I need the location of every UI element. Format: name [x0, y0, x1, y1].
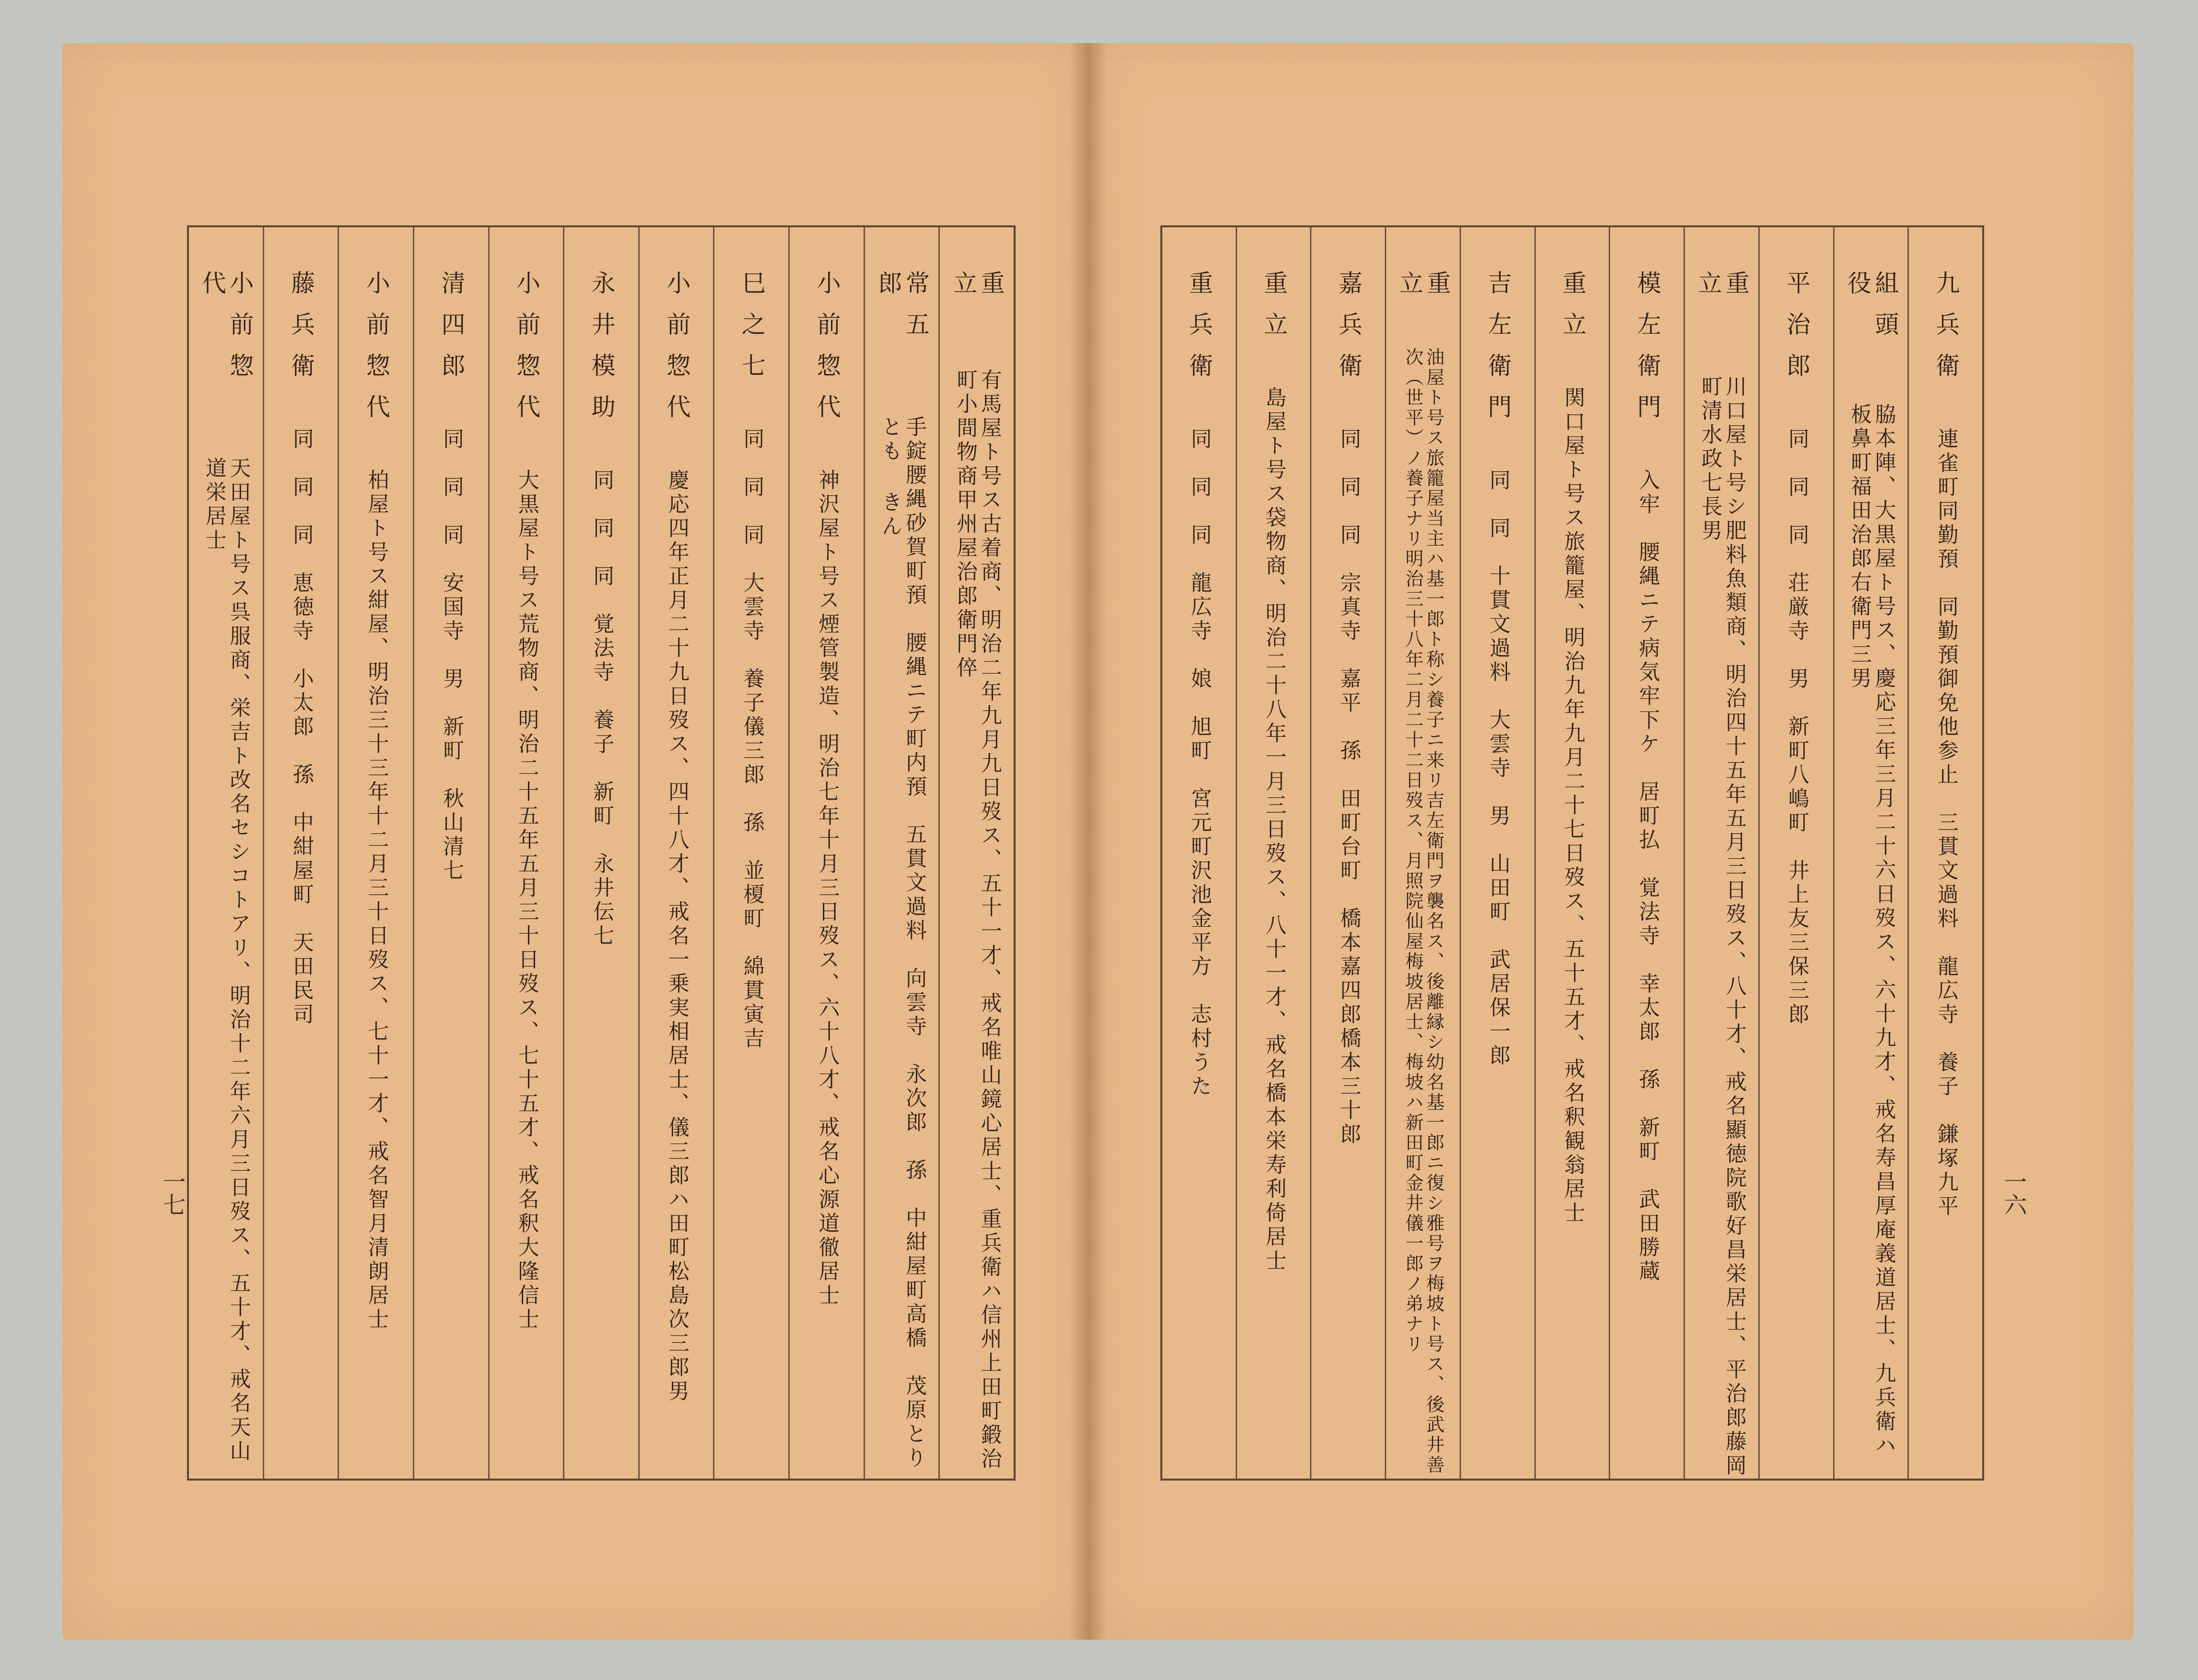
- person-name: 小前惣代: [513, 270, 541, 435]
- person-name: 組頭役: [1843, 270, 1899, 353]
- entry-text: 同 同 十貫文過料 大雲寺 男 山田町 武居保一郎: [1485, 469, 1510, 1068]
- person-name: 重立: [1395, 270, 1451, 312]
- person-name: 嘉兵衛: [1334, 270, 1363, 394]
- entry-text: 柏屋ト号ス紺屋、明治三十三年十二月三十日歿ス、七十一才、戒名智月清朗居士: [364, 469, 389, 1332]
- entry-text: 慶応四年正月二十九日歿ス、四十八才、戒名一乗実相居士、儀三郎ハ田町松島次三郎男: [664, 469, 689, 1404]
- person-name: 清四郎: [437, 270, 466, 394]
- register-column: [1907, 227, 1982, 1479]
- register-column: [1833, 227, 1908, 1479]
- entry-text: 同 同 同 恵徳寺 小太郎 孫 中紺屋町 天田民司: [289, 428, 314, 1027]
- person-name: 常五郎: [874, 270, 930, 353]
- entry-text: 脇本陣、大黒屋ト号ス、慶応三年三月二十六日歿ス、六十九才、戒名寿昌厚庵義道居士、九兵衛ハ板鼻町福田治郎右衛門三男: [1847, 403, 1896, 1458]
- entry-text: 同 同 同 覚法寺 養子 新町 永井伝七: [589, 469, 614, 948]
- register-column: [1310, 227, 1385, 1479]
- person-name: 小前惣代: [198, 270, 254, 394]
- register-column: [1385, 227, 1460, 1479]
- register-column: [638, 227, 713, 1479]
- register-column: [1534, 227, 1609, 1479]
- register-column: [1758, 227, 1833, 1479]
- person-name: 巳之七: [738, 270, 766, 394]
- right-folio-number: 一六: [2000, 1170, 2027, 1216]
- right-register-table: [1160, 225, 1984, 1481]
- person-name: 平治郎: [1782, 270, 1811, 394]
- person-name: 重兵衛: [1185, 270, 1214, 394]
- entry-text: 入牢 腰縄ニテ病気牢下ケ 居町払 覚法寺 幸太郎 孫 新町 武田勝蔵: [1635, 469, 1660, 1284]
- person-name: 重立: [1694, 270, 1750, 312]
- person-name: 模左衛門: [1633, 270, 1661, 435]
- entry-text: 同 同 同 荘厳寺 男 新町八嶋町 井上友三保三郎: [1784, 428, 1809, 1027]
- register-column: [788, 227, 864, 1479]
- left-folio-number: 一七: [159, 1170, 186, 1216]
- person-name: 吉左衛門: [1484, 270, 1512, 435]
- person-name: 重立: [949, 270, 1005, 312]
- person-name: 九兵衛: [1932, 270, 1960, 394]
- entry-text: 川口屋ト号シ肥料魚類商、明治四十五年五月三日歿ス、八十才、戒名顯徳院歌好昌栄居士、平治郎藤岡町清水政七長男: [1697, 375, 1747, 1479]
- person-name: 小前惣代: [813, 270, 841, 435]
- register-column: [189, 227, 263, 1479]
- person-name: 小前惣代: [663, 270, 691, 435]
- register-column: [563, 227, 638, 1479]
- register-column: [1162, 227, 1236, 1479]
- register-column: [938, 227, 1014, 1479]
- entry-text: 同 同 同 安国寺 男 新町 秋山清七: [439, 428, 464, 883]
- entry-text: 同 同 同 龍広寺 娘 旭町 宮元町沢池金平方 志村うた: [1187, 428, 1212, 1099]
- entry-text: 連雀町同勤預 同勤預御免他参止 三貫文過料 龍広寺 養子 鎌塚九平: [1933, 428, 1958, 1219]
- entry-text: 手錠腰縄砂賀町預 腰縄ニテ町内預 五貫文過料 向雲寺 永次郎 孫 中紺屋町高橋 茂原とりとも きん: [877, 415, 927, 1470]
- register-column: [338, 227, 413, 1479]
- entry-text: 島屋ト号ス袋物商、明治二十八年一月三日歿ス、八十一才、戒名橋本栄寿利倚居士: [1262, 386, 1286, 1273]
- register-column: [1236, 227, 1310, 1479]
- register-column: [1609, 227, 1684, 1479]
- entry-text: 同 同 同 大雲寺 養子儀三郎 孫 並榎町 綿貫寅吉: [739, 428, 764, 1051]
- person-name: 重立: [1558, 270, 1587, 353]
- left-register-table: [187, 225, 1016, 1481]
- entry-text: 大黒屋ト号ス荒物商、明治二十五年五月三十日歿ス、七十五才、戒名釈大隆信士: [514, 469, 539, 1332]
- register-column: [864, 227, 939, 1479]
- person-name: 小前惣代: [362, 270, 390, 435]
- entry-text: 油屋ト号ス旅籠屋当主ハ基一郎ト称シ養子ニ来リ吉左衛門ヲ襲名ス、後離縁シ幼名基一郎ニ復シ雅号ヲ梅坡ト号ス、後武井善次（世平）ノ養子ナリ明治三十八年二月二十二日歿ス、月照院仙屋梅坡居士、梅坡ハ新田町金井儀一郎ノ弟ナリ: [1402, 348, 1445, 1476]
- register-column: [263, 227, 338, 1479]
- person-name: 重立: [1260, 270, 1288, 353]
- entry-text: 有馬屋ト号ス古着商、明治二年九月九日歿ス、五十一才、戒名唯山鏡心居士、重兵衛ハ信州上田町鍛治町小間物商甲州屋治郎衛門倅: [953, 368, 1002, 1471]
- person-name: 永井模助: [587, 270, 616, 435]
- register-column: [488, 227, 563, 1479]
- person-name: 藤兵衛: [287, 270, 316, 394]
- entry-text: 神沢屋ト号ス煙管製造、明治七年十月三日歿ス、六十八才、戒名心源道徹居士: [815, 469, 840, 1308]
- register-column: [413, 227, 488, 1479]
- entry-text: 天田屋ト号ス呉服商、栄吉ト改名セシコトアリ、明治十二年六月三日歿ス、五十才、戒名天山道栄居士: [201, 456, 251, 1464]
- register-column: [713, 227, 788, 1479]
- register-column: [1684, 227, 1758, 1479]
- entry-text: 関口屋ト号ス旅籠屋、明治九年九月二十七日歿ス、五十五才、戒名釈観翁居士: [1560, 386, 1585, 1225]
- register-column: [1460, 227, 1534, 1479]
- book-gutter: [1069, 43, 1108, 1640]
- entry-text: 同 同 同 宗真寺 嘉平 孫 田町台町 橋本嘉四郎橋本三十郎: [1336, 428, 1361, 1147]
